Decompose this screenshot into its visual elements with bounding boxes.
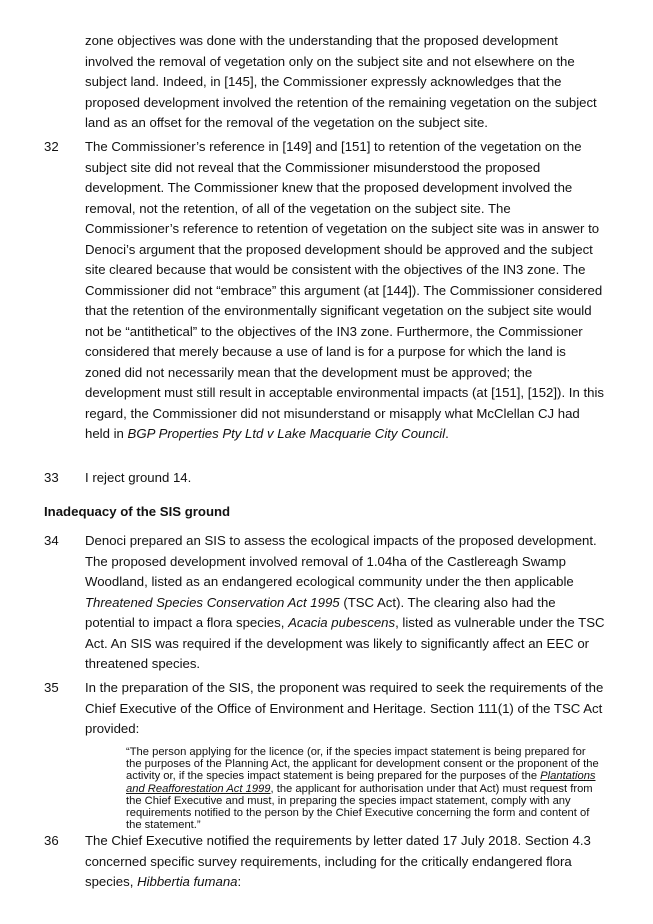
- paragraph-number: 35: [44, 680, 59, 695]
- case-name: BGP Properties Pty Ltd v Lake Macquarie City Council: [127, 426, 446, 441]
- section-heading: Inadequacy of the SIS ground: [44, 504, 231, 519]
- paragraph-text-b: (TSC Act). The clearing also had the potential to impact a flora species,: [85, 594, 556, 630]
- paragraph-number: 36: [44, 833, 59, 848]
- paragraph-text-a: Denoci prepared an SIS to assess the ecological impacts of the proposed development. The proposed development involved removal of 1.04ha of the Castlereagh Swamp Woodland, listed as an endangered ecological community under the then applicable: [85, 533, 597, 589]
- quoted-act-title: Plantations and Reafforestation Act 1999: [126, 770, 596, 795]
- paragraph-text: [85, 137, 605, 445]
- paragraph-text-c: , listed as vulnerable under the TSC Act. An SIS was required if the development was likely to significantly affect an EEC or threatened species.: [85, 615, 605, 671]
- paragraph-text: zone objectives was done with the understanding that the proposed development involved the removal of vegetation only on the subject site and not elsewhere on the subject land. Indeed, in [145], the Commissioner expressly acknowledges that the proposed development involved the retention of the remaining vegetation on the subject land as an offset for the removal of the vegetation on the subject site.: [85, 33, 597, 130]
- paragraph-number: 33: [44, 470, 59, 485]
- block-quote: [126, 746, 604, 831]
- paragraph-text-a: The Chief Executive notified the requirements by letter dated 17 July 2018. Section 4.3 concerned specific survey requirements, including for the critically endangered flora species,: [85, 833, 591, 889]
- paragraph-end: .: [445, 426, 449, 441]
- paragraph-text-main: The Commissioner’s reference in [149] and [151] to retention of the vegetation on the subject site did not reveal that the Commissioner misunderstood the proposed development. The Commissioner knew that the proposed development involved the removal, not the retention, of all of the vegetation on the subject site. The Commissioner’s reference to retention of vegetation on the subject site was in answer to Denoci’s argument that the proposed development should be approved and the subject site cleared because that would be consistent with the objectives of the IN3 zone. The Commissioner did not “embrace” this argument (at [144]). The Commissioner considered that the retention of the environmentally significant vegetation on the subject site would not be “antithetical” to the objectives of the IN3 zone. Furthermore, the Commissioner considered that merely because a use of land is for a purpose for which the land is zoned did not necessarily mean that the development must be approved; the development must still result in acceptable environmental impacts (at [151], [152]). In this regard, the Commissioner did not misunderstand or misapply what McClellan CJ had held in: [85, 139, 604, 441]
- species-name: Acacia pubescens: [288, 615, 396, 630]
- paragraph-text: [85, 831, 605, 893]
- paragraph-text: In the preparation of the SIS, the proponent was required to seek the requirements of the Chief Executive of the Office of Environment and Heritage. Section 111(1) of the TSC Act provided:: [85, 680, 604, 736]
- paragraph-number: 34: [44, 533, 59, 548]
- quote-text-a: “The person applying for the licence (or, if the species impact statement is being prepared for the purposes of the Planning Act, the applicant for development consent or the proponent of the activity or, if the species impact statement is being prepared for the purposes of the: [126, 746, 599, 783]
- paragraph-text: [85, 531, 605, 675]
- act-title: Threatened Species Conservation Act 1995: [85, 594, 340, 610]
- species-name: Hibbertia fumana: [137, 874, 238, 889]
- paragraph-number: 32: [44, 139, 59, 154]
- paragraph-text-b: :: [237, 874, 242, 889]
- paragraph-text: I reject ground 14.: [85, 470, 192, 485]
- quote-text-b: , the applicant for authorisation under that Act) must request from the Chief Executive and must, in preparing the species impact statement, comply with any requirements notified to the person by the Chief Executive concerning the form and content of the statement.”: [126, 782, 593, 832]
